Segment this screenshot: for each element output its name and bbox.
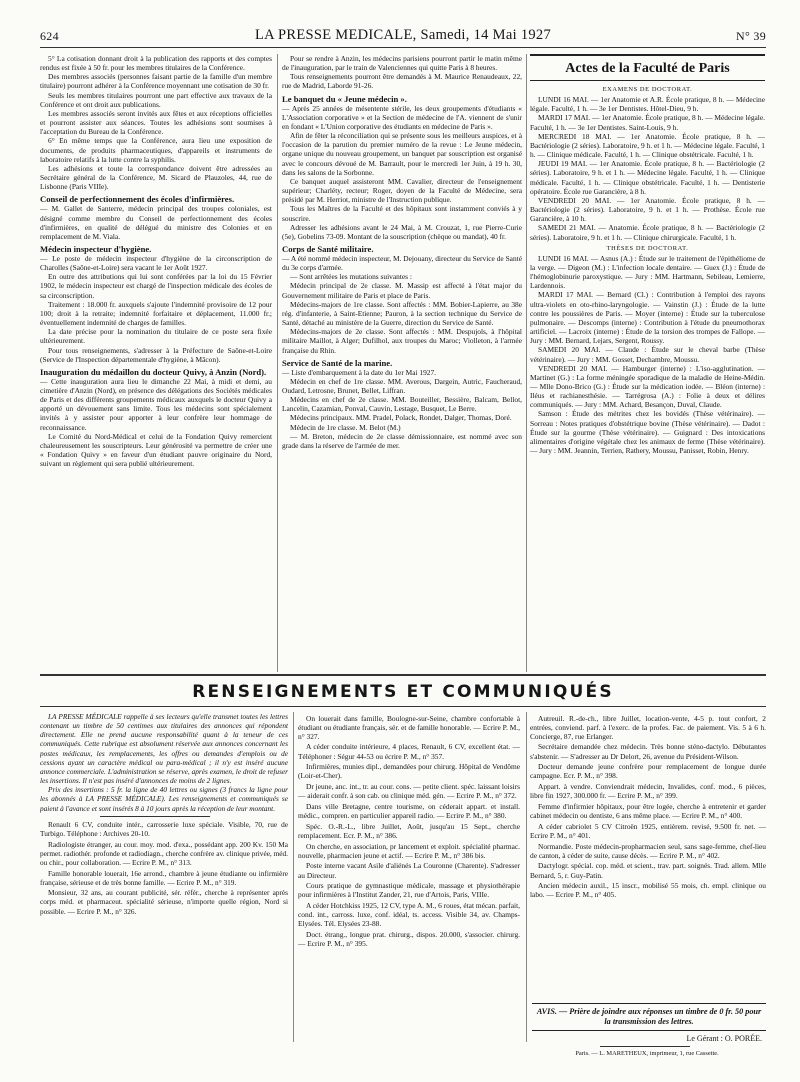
- paragraph: Tous renseignements pourront être demandés à M. Maurice Renaudeaux, 22, rue de Madrid, Laborde 91-26.: [282, 72, 522, 91]
- thesis-entry: Samson : Étude des métrites chez les bovidés (Thèse vétérinaire). — Sorreau : Notes pratiques d'obstétrique bovine (Thèse vétérinaire). — Dadot : Étude sur la gourme (Thèse vétérinaire). — Guignard : Des intoxications alimentaires d'origine végétale chez les animaux de ferme (Thèse vétérinaire). — Jury : MM. Jeannin, Terrien, Rathery, Moussu, Panisset, Robin, Henry.: [530, 409, 765, 456]
- paragraph: 5° La cotisation donnant droit à la publication des rapports et des comptes rendus est fixée à 50 fr. pour les membres titulaires de la Conférence.: [40, 54, 272, 73]
- paragraph: Médecin en chef de 1re classe. MM. Averous, Dargein, Autric, Faucheraud, Oudard, Letrosne, Brunet, Bellet, Liffran.: [282, 376, 522, 395]
- classified-ad: A céder Hotchkiss 1925, 12 CV, type A. M., 6 roues, état mécan. parfait, cond. int., carross. luxe, conf. idéal, ts. access. Visible 34, av. Champs-Elysées. Tél. Elysées 23-88.: [298, 900, 520, 929]
- actes-title-box: [530, 54, 765, 81]
- column-1: [40, 54, 272, 672]
- exam-entry: SAMEDI 21 MAI. — Anatomie. École pratique, 8 h. — Bactériologie (2 séries). Laboratoire, 9 h. et 1 h. — Clinique chirurgicale. Faculté, 1 h.: [530, 223, 765, 242]
- classified-ad: Doct. étrang., longue prat. chirurg., dispos. 20.000, s'associer. chirurg. — Ecrire P. M., n° 395.: [298, 929, 520, 949]
- classified-ad: Dans ville Bretagne, centre tourisme, on céderait appart. et install. médic., compren. en particulier appareil radio. — Ecrire P. M., n° 380.: [298, 801, 520, 821]
- paragraph: Les adhésions et toute la correspondance doivent être adressées au Secrétaire général de la Conférence, M. Sicard de Plauzoles, 44, rue de Lisbonne (Paris VIIIe).: [40, 163, 272, 192]
- classifieds-intro: LA PRESSE MÉDICALE rappelle à ses lecteurs qu'elle transmet toutes les lettres contenant un timbre de 50 centimes aux titulaires des annonces qui répondent directement. Elle ne prend aucune responsabilité quant à la teneur de ces communiqués. Cette rubrique est absolument réservée aux annonces concernant les postes médicaux, les remplacements, les offres ou demandes d'emplois ou de cessions ayant un caractère médical ou para-médical ; il n'y est inséré aucune annonce commerciale. L'administration se réserve, après examen, le droit de refuser les insertions. Il n'est pas inséré d'annonces de moins de 2 lignes.: [40, 712, 288, 786]
- exam-entry: MERCREDI 18 MAI. — 1er Anatomie. École pratique, 8 h. — Bactériologie (2 séries). Laboratoire, 9 h. et 1 h. — Médecine légale. Faculté, 1 h. — Clinique médicale. Faculté, 1 h. — Clinique obstétricale. Faculté, 1 h.: [530, 131, 765, 160]
- classifieds-column-3: [530, 712, 766, 1012]
- paragraph: — M. Breton, médecin de 2e classe démissionnaire, est nommé avec son grade dans la réserve de l'armée de mer.: [282, 431, 522, 450]
- classified-ad: Poste interne vacant Asile d'aliénés La Couronne (Charente). S'adresser au Directeur.: [298, 861, 520, 880]
- section-heading-conseil: Conseil de perfectionnement des écoles d'infirmières.: [40, 194, 235, 205]
- thesis-entry: VENDREDI 20 MAI. — Hamburger (interne) : L'iso-agglutination. — Martinet (G.) : La forme méningée sporadique de la maladie de Heine-Médin. — Mlle Dono-Brico (G.) : Étude sur la médication iodée. — Bléon (interne) : Iléus et rachianesthésie. — Tarrégrosa (A.) : Folie à deux et délires communiqués. — Jury : MM. Achard, Besançon, Duval, Claude.: [530, 363, 765, 410]
- exam-entry: MARDI 17 MAI. — 1er Anatomie. École pratique, 8 h. — Médecine légale. Faculté, 1 h. — 3e 1er Dentistes. Saint-Louis, 9 h.: [530, 113, 765, 132]
- header-rule: [40, 47, 766, 48]
- actes-title: Actes de la Faculté de Paris: [565, 61, 730, 76]
- classified-ad: Docteur demande jeune confrère pour remplacement de longue durée campagne. Ecr. P. M., n° 398.: [530, 762, 766, 781]
- classified-ad: Dactylogr. spécial. cop. méd. et scient., trav. part. soignés. Trad. allem. Mlle Bernard, 5, r. Guy-Patin.: [530, 861, 766, 880]
- paragraph: Pour tous renseignements, s'adresser à la Préfecture de Saône-et-Loire (Service de l'Inspection départementale d'hygiène, à Mâcon).: [40, 345, 272, 364]
- paragraph: En outre des attributions qui lui sont conférées par la loi du 15 Février 1902, le médecin inspecteur est chargé de l'inspection médicale des écoles de sa circonscription.: [40, 272, 272, 300]
- section-heading-corps-sante: Corps de Santé militaire.: [282, 243, 374, 254]
- avis-notice: AVIS. — Prière de joindre aux réponses un timbre de 0 fr. 50 pour la transmission des lettres.: [532, 1003, 766, 1031]
- classified-ad: Radiologiste étranger, au cour. moy. mod. d'exa., possédant app. 200 Kv. 150 Ma permet. radiothér. profonde et radiodiagn., cherche confrère av. clinique privée, méd. ou chir., pour collaboration. — Ecrire P. M., n° 313.: [40, 839, 288, 867]
- paragraph: 6° En même temps que la Conférence, aura lieu une exposition de documents, de produits pharmaceutiques, d'appareils et instruments de laboratoire relatifs à la lutte contre la syphilis.: [40, 136, 272, 164]
- paragraph: Ce banquet auquel assisteront MM. Cavalier, directeur de l'enseignement supérieur; Charléty, recteur; Roger, doyen de la Faculté de Médecine, sera présidé par M. Herriot, ministre de l'Instruction publique.: [282, 176, 522, 205]
- classified-ad: On louerait dans famille, Boulogne-sur-Seine, chambre confortable à étudiant ou étudiante français, sér. et de famille honorable. — Ecrire P. M., n° 327.: [298, 713, 520, 741]
- page-number: 624: [40, 29, 59, 43]
- section-heading-banquet: Le banquet du « Jeune médecin ».: [282, 93, 407, 104]
- classified-ad: Autreuil. R.-de-ch., libre Juillet, location-vente, 4-5 p. tout confort, 2 entrées, conviend. parf. à l'exerc. de la profes. Fac. de paiement. Vis. 5 à 6 h. Concierge, 87, rue Erlanger.: [530, 713, 766, 741]
- paragraph: Médecins principaux. MM. Pradel, Polack, Rondet, Dalger, Thomas, Doré.: [290, 413, 512, 423]
- paragraph: Adresser les adhésions avant le 24 Mai, à M. Crouzat, 1, rue Pierre-Curie (5e), Gobelins 73-09. Montant de la souscription (chèque ou mandat), 40 fr.: [282, 222, 522, 241]
- renseignements-title: RENSEIGNEMENTS ET COMMUNIQUÉS: [192, 682, 614, 702]
- gerant-signature: Le Gérant : O. PORÉE.: [686, 1034, 762, 1043]
- classified-ad: Cours pratique de gymnastique médicale, massage et physiothérapie pour infirmières à l'Institut Zander, 21, rue d'Artois, Paris, VIIIe.: [298, 881, 520, 900]
- classifieds-column-1: [40, 712, 288, 1042]
- thesis-entry: LUNDI 16 MAI. — Asnus (A.) : Étude sur le traitement de l'épithéliome de la verge. — Digeon (M.) : L'infection locale dentaire. — Guex (J.) : Étude de l'hémoglobinurie paroxystique. — Jury : MM. Hartmann, Sebileau, Lemierre, Lardennois.: [530, 253, 765, 291]
- paragraph: — M. Gallet de Santerre, médecin principal des troupes coloniales, est désigné comme membre du Conseil de perfectionnement des écoles d'infirmières, en qualité de délégué du ministre des Colonies et en remplacement de M. Viala.: [40, 204, 272, 241]
- page-header: [40, 27, 766, 47]
- column-divider: [526, 712, 527, 1042]
- paragraph: Traitement : 18.000 fr. auxquels s'ajoute l'indemnité provisoire de 12 pour 100; droit à la retraite; indemnité forfaitaire et déplacement, 11.000 fr.; éventuellement indemnité de charges de familles.: [40, 299, 272, 328]
- column-3: [530, 54, 765, 672]
- classified-ad: Appart. à vendre. Conviendrait médecin, Invalides, conf. mod., 6 pièces, libre fin 1927, 300.000 fr. — Ecrire P. M., n° 399.: [530, 782, 766, 801]
- journal-title: LA PRESSE MEDICALE, Samedi, 14 Mai 1927: [254, 27, 552, 43]
- paragraph: Des membres associés (personnes faisant partie de la famille d'un membre titulaire) pourront adhérer à la Conférence moyennant une cotisation de 30 fr.: [40, 72, 272, 91]
- column-divider: [277, 54, 278, 672]
- paragraph: Médecins-majors de 1re classe. Sont affectés : MM. Bobier-Lapierre, au 38e rég. d'infanterie, à Saint-Etienne; Pauron, à la section technique du Service de Santé, détaché au ministère de la Guerre, direction du Service de Santé.: [282, 299, 522, 328]
- exam-entry: VENDREDI 20 MAI. — 1er Anatomie. École pratique, 8 h. — Bactériologie (2 séries). Laboratoire, 9 h. et 1 h. — Prothèse. École rue Garancière, à 10 h.: [530, 195, 765, 224]
- paragraph: Médecin principal de 2e classe. M. Massip est affecté à l'état major du Gouvernement militaire de Paris et place de Paris.: [282, 281, 522, 300]
- paragraph: Le Comité du Nord-Médical et celui de la Fondation Quivy remercient chaleureusement les souscripteurs. Leur générosité va permettre de créer une « Fondation Quivy » en faveur d'un étudiant pauvre originaire du Nord, suivant un règlement qui sera publié ultérieurement.: [40, 431, 272, 469]
- section-heading-marine: Service de Santé de la marine.: [282, 357, 393, 368]
- paragraph: — A été nommé médecin inspecteur, M. Dejouany, directeur du Service de Santé du 3e corps d'armée.: [282, 253, 522, 273]
- exam-entry: JEUDI 19 MAI. — 1er Anatomie. École pratique, 8 h. — Bactériologie (2 séries). Laboratoire, 9 h. et 1 h. — Médecine légale. Faculté, 1 h. — Clinique médicale. Faculté, 1 h. — Clinique obstétricale. Faculté, 1 h. — Dentisterie opératoire. École rue Garancière, à 8 h.: [530, 159, 765, 196]
- classified-ad: Renault 6 CV, conduite intér., carrosserie luxe spéciale. Visible, 70, rue de Turbigo. Téléphone : Archives 20-10.: [40, 819, 288, 838]
- short-rule: [600, 1046, 690, 1047]
- paragraph: — Cette inauguration aura lieu le dimanche 22 Mai, à midi et demi, au cimetière d'Anzin (Nord), en présence des délégations des Sociétés médicales de Paris et des différents groupements médicaux auxquels le docteur Quivy a apporté un dévouement sans limite. Tous les médecins sont spécialement invités à y assister pour apporter à leur confrère leur hommage de reconnaissance.: [40, 376, 272, 432]
- paragraph: Médecins en chef de 2e classe. MM. Bouteiller, Bessière, Balcam, Bellot, Lancelin, Cazamian, Ponval, Cauvin, Lestage, Busquet, Le Berre.: [282, 395, 522, 414]
- column-divider: [526, 54, 527, 672]
- classified-ad: Secrétaire demandée chez médecin. Très bonne sténo-dactylo. Débutantes s'abstenir. — S'adresser au Dr Delort, 26, avenue du Président-Wilson.: [530, 742, 766, 761]
- paragraph: — Après 25 années de mésentente stérile, les deux groupements d'étudiants « L'Association corporative » et la Section de médecine de l'A. viennent de s'unir en fondant « L'Union corporative des étudiants en médecine de Paris ».: [282, 103, 522, 131]
- column-divider: [293, 712, 294, 1042]
- paragraph: Tous les Maîtres de la Faculté et des hôpitaux sont instamment conviés à y souscrire.: [282, 204, 522, 223]
- paragraph: Médecin de 1re classe. M. Belot (M.): [290, 422, 401, 432]
- classifieds-column-2: [298, 712, 520, 1052]
- classified-ad: Famille honorable louerait, 16e arrond., chambre à jeune étudiante ou infirmière française, sérieuse et de très bonne famille. — Ecrire P. M., n° 319.: [40, 868, 288, 887]
- paragraph: — Sont arrêtées les mutations suivantes :: [290, 272, 412, 282]
- classifieds-prices: Prix des insertions : 5 fr. la ligne de 40 lettres ou signes (3 francs la ligne pour les abonnés à LA PRESSE MÉDICALE). Les renseignements et communiqués se paient à l'avance et sont insérés 8 à 10 jours après la réception de leur montant.: [40, 785, 288, 813]
- classified-ad: Femme d'infirmier hôpitaux, pour être logée, cherche à entretenir et garder cabinet médecin ou dentiste, 6 ans même place. — Ecrire P. M., n° 400.: [530, 801, 766, 821]
- classified-ad: Ancien médecin auxil., 15 inscr., mobilisé 55 mois, ch. empl. clinique ou labo. — Ecrire P. M., n° 405.: [530, 881, 766, 900]
- printer-line: Paris. — L. MARETHEUX, imprimeur, 1, rue Cassette.: [575, 1050, 719, 1057]
- paragraph: La date précise pour la nomination du titulaire de ce poste sera fixée ultérieurement.: [40, 327, 272, 346]
- classified-ad: Normandie. Poste médecin-propharmacien seul, sans sage-femme, chef-lieu de canton, à céder de suite, cause décès. — Ecrire P. M., n° 402.: [530, 841, 766, 860]
- paragraph: — Liste d'embarquement à la date du 1er Mai 1927.: [282, 367, 437, 377]
- paragraph: — Le poste de médecin inspecteur d'hygiène de la circonscription de Charolles (Saône-et-Loire) sera vacant le 1er Août 1927.: [40, 253, 272, 273]
- classified-ad: A céder cabriolet 5 CV Citroën 1925, entièrem. revisé, 9.500 fr. net. — Ecrire P. M., n° 401.: [530, 821, 766, 840]
- subhead-examens: EXAMENS DE DOCTORAT.: [602, 86, 693, 93]
- thesis-entry: MARDI 17 MAI. — Bernard (Cl.) : Contribution à l'emploi des rayons ultra-violets en oto-rhino-laryngologie. — Vainstin (J.) : Étude de la lutte contre les poussières de Paris. — Moyer (interne) : Étude sur la tuberculose pulmonaire. — Descomps (interne) : Contribution à l'étude du pneumothorax artificiel. — Lacroix (interne) : Étude de la torsion des trompes de Fallope. — Jury : MM. Bernard, Lejars, Sergent, Roussy.: [530, 290, 765, 346]
- paragraph: Pour se rendre à Anzin, les médecins parisiens pourront partir le matin même de l'inauguration, par le train de Valenciennes qui quitte Paris à 8 heures.: [282, 54, 522, 73]
- classified-ad: On cherche, en association, pr lancement et exploit. spécialité pharmac. nouvelle, pharmacien jeune et actif. — Ecrire P. M., n° 386 bis.: [298, 841, 520, 860]
- subhead-theses: THÈSES DE DOCTORAT.: [606, 244, 689, 252]
- classified-ad: Spéc. O.-R.-L., libre Juillet, Août, jusqu'au 15 Sept., cherche remplacement. Ecr. P. M., n° 386.: [298, 821, 520, 840]
- paragraph: Les membres associés seront invités aux fêtes et aux réceptions officielles et pourront assister aux séances. Toutes les adhésions sont soumises à l'acceptation du Bureau de la Conférence.: [40, 108, 272, 137]
- paragraph: Afin de fêter la réconciliation qui se présente sous les meilleurs auspices, et à l'occasion de la parution du premier numéro de la revue : Le Jeune médecin, organe unique du nouveau groupement, un banquet par souscription est organisé avec le concours dévoué de M. Barrault, pour le mercredi 1er Juin, à 19 h. 30, dans les salons de la Sorbonne.: [282, 131, 522, 177]
- classified-ad: Monsieur, 32 ans, au courant publicité, sér. référ., cherche à représenter après corps méd. et pharmaceut. spécialité sérieuse, n'importe quelle région, Nord si possible. — Ecrire P. M., n° 326.: [40, 888, 288, 916]
- classified-ad: Infirmières, munies dipl., demandées pour chirurg. Hôpital de Vendôme (Loir-et-Cher).: [298, 762, 520, 781]
- section-heading-medecin-inspecteur: Médecin inspecteur d'hygiène.: [40, 243, 152, 254]
- exam-entry: LUNDI 16 MAI. — 1er Anatomie et A.R. École pratique, 8 h. — Médecine légale. Faculté, 1 h. — 3e 1er Dentistes. Hôtel-Dieu, 9 h.: [530, 95, 765, 114]
- section-rule: [40, 674, 766, 676]
- paragraph: Seuls les membres titulaires pourront une part effective aux travaux de la Conférence et ont droit aux publications.: [40, 90, 272, 109]
- classified-ad: Dr jeune, anc. int., tr. au cour. cons. — petite client. spéc. laissant loisirs — aiderait confr. à son cab. ou clinique méd. gén. — Ecrire P. M., n° 372.: [298, 782, 520, 801]
- section-rule: [40, 706, 766, 707]
- column-2: [282, 54, 522, 672]
- paragraph: Médecins-majors de 2e classe. Sont affectés : MM. Despujols, à l'hôpital militaire Maillot, à Alger; Dufilhol, aux troupes du Maroc; Violleton, à l'armée française du Rhin.: [282, 327, 522, 355]
- thesis-entry: SAMEDI 20 MAI. — Claude : Étude sur le cheval barbe (Thèse vétérinaire). — Jury : MM. Gosset, Dechambre, Moussu.: [530, 345, 765, 364]
- section-heading-quivy: Inauguration du médaillon du docteur Quivy, à Anzin (Nord).: [40, 366, 267, 377]
- short-rule: [100, 816, 210, 817]
- issue-number: N° 39: [736, 29, 766, 43]
- classified-ad: A céder conduite intérieure, 4 places, Renault, 6 CV, excellent état. — Téléphoner : Ségur 44-53 ou écrire P. M., n° 357.: [298, 742, 520, 761]
